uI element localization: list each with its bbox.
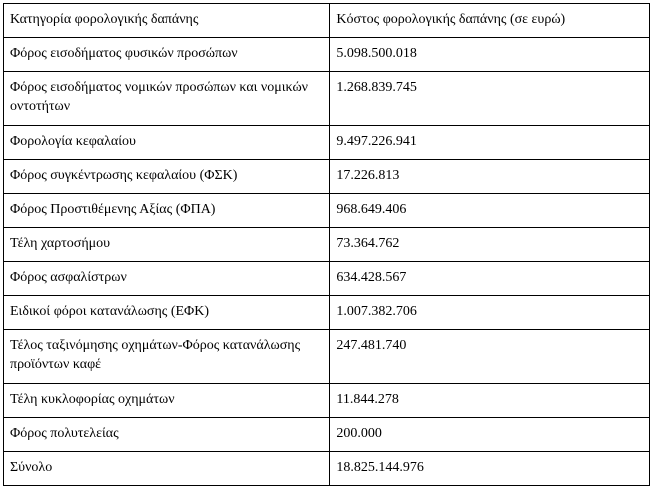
header-cost: Κόστος φορολογικής δαπάνης (σε ευρώ) <box>330 4 650 38</box>
row-category: Ειδικοί φόροι κατανάλωσης (ΕΦΚ) <box>4 296 330 330</box>
row-cost: 634.428.567 <box>330 262 650 296</box>
table-row <box>4 194 650 228</box>
row-category: Φόρος εισοδήματος νομικών προσώπων και νομικών οντοτήτων <box>4 72 330 126</box>
table-row <box>4 72 650 126</box>
row-cost: 247.481.740 <box>330 330 650 384</box>
total-category: Σύνολο <box>4 452 330 486</box>
total-cost: 18.825.144.976 <box>330 452 650 486</box>
row-category: Φόρος εισοδήματος φυσικών προσώπων <box>4 38 330 72</box>
table-row <box>4 330 650 384</box>
row-cost: 200.000 <box>330 418 650 452</box>
table-row <box>4 38 650 72</box>
row-cost: 11.844.278 <box>330 384 650 418</box>
row-category: Τέλος ταξινόμησης οχημάτων-Φόρος κατανάλωσης προϊόντων καφέ <box>4 330 330 384</box>
table-row <box>4 228 650 262</box>
row-category: Φόρος πολυτελείας <box>4 418 330 452</box>
table-row <box>4 296 650 330</box>
table-header-row <box>4 4 650 38</box>
row-category: Φορολογία κεφαλαίου <box>4 126 330 160</box>
row-cost: 9.497.226.941 <box>330 126 650 160</box>
row-cost: 1.268.839.745 <box>330 72 650 126</box>
table-row <box>4 262 650 296</box>
table-row <box>4 418 650 452</box>
row-cost: 5.098.500.018 <box>330 38 650 72</box>
row-category: Φόρος συγκέντρωσης κεφαλαίου (ΦΣΚ) <box>4 160 330 194</box>
table-total-row <box>4 452 650 486</box>
row-cost: 1.007.382.706 <box>330 296 650 330</box>
header-category: Κατηγορία φορολογικής δαπάνης <box>4 4 330 38</box>
tax-expenditure-table <box>3 3 650 486</box>
table-row <box>4 126 650 160</box>
row-cost: 968.649.406 <box>330 194 650 228</box>
row-category: Τέλη κυκλοφορίας οχημάτων <box>4 384 330 418</box>
row-category: Τέλη χαρτοσήμου <box>4 228 330 262</box>
row-category: Φόρος ασφαλίστρων <box>4 262 330 296</box>
table-row <box>4 160 650 194</box>
table-row <box>4 384 650 418</box>
row-category: Φόρος Προστιθέμενης Αξίας (ΦΠΑ) <box>4 194 330 228</box>
row-cost: 17.226.813 <box>330 160 650 194</box>
row-cost: 73.364.762 <box>330 228 650 262</box>
